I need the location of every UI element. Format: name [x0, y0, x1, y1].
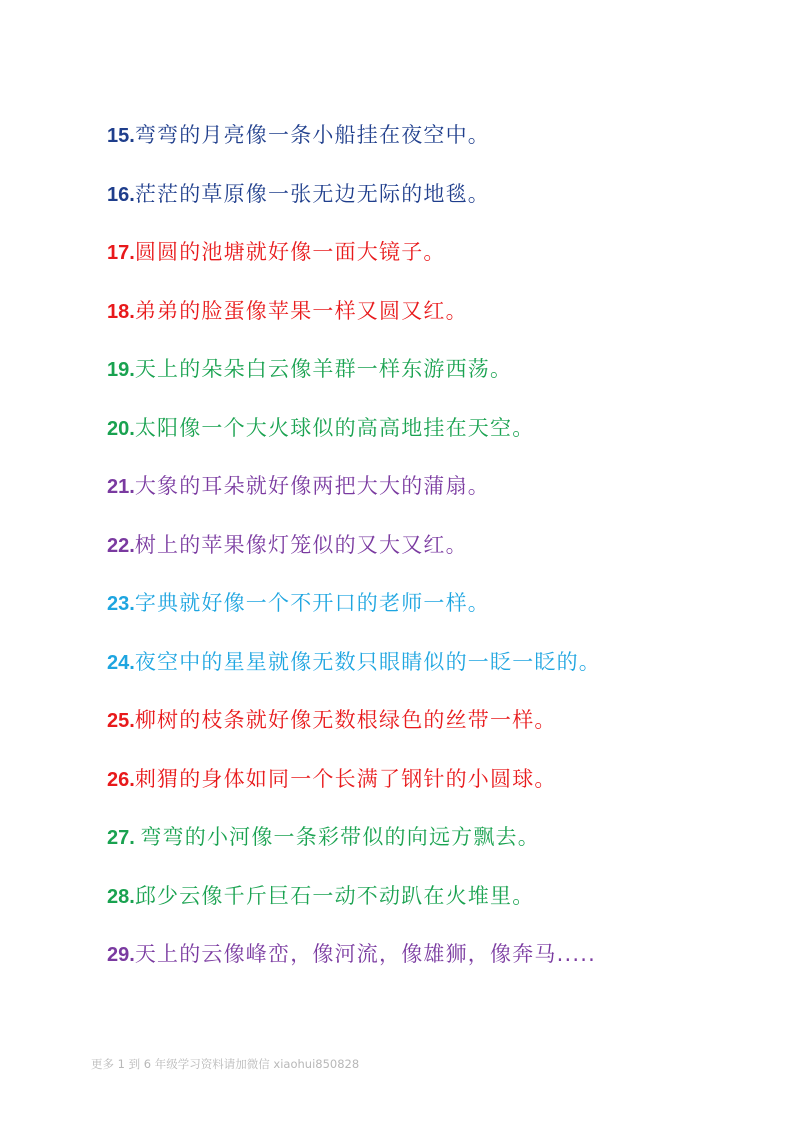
- sentence-text: 大象的耳朵就好像两把大大的蒲扇。: [134, 474, 491, 498]
- sentence-number: 23.: [107, 593, 135, 615]
- sentence-number: 22.: [107, 534, 135, 557]
- sentence-number: 21.: [107, 476, 135, 498]
- sentence-25: [107, 697, 767, 756]
- sentence-23: [107, 580, 767, 639]
- sentence-number: 19.: [107, 359, 135, 381]
- sentence-22: [107, 522, 767, 581]
- sentence-number: 27.: [107, 827, 141, 849]
- sentence-number: 25.: [107, 710, 135, 732]
- sentence-text: 字典就好像一个不开口的老师一样。: [134, 591, 491, 615]
- sentence-number: 26.: [107, 768, 135, 791]
- sentence-text: 夜空中的星星就像无数只眼睛似的一眨一眨的。: [134, 649, 602, 674]
- sentence-27: [107, 814, 767, 873]
- sentence-26: [107, 756, 767, 815]
- sentence-text: 太阳像一个大火球似的高高地挂在天空。: [134, 415, 535, 440]
- sentence-number: 28.: [107, 885, 135, 908]
- sentence-29: [107, 931, 767, 990]
- sentence-text: 邱少云像千斤巨石一动不动趴在火堆里。: [134, 883, 535, 908]
- sentence-list: [107, 112, 767, 990]
- sentence-24: [107, 639, 767, 698]
- sentence-21: [107, 463, 767, 522]
- sentence-17: [107, 229, 767, 288]
- sentence-15: [107, 112, 767, 171]
- sentence-number: 17.: [107, 242, 135, 264]
- sentence-number: 29.: [107, 944, 135, 966]
- sentence-text: 圆圆的池塘就好像一面大镜子。: [134, 240, 446, 264]
- sentence-text: 弯弯的小河像一条彩带似的向远方飘去。: [140, 825, 540, 849]
- sentence-text: 天上的朵朵白云像羊群一样东游西荡。: [134, 357, 513, 381]
- sentence-number: 18.: [107, 300, 135, 323]
- sentence-number: 24.: [107, 651, 135, 674]
- sentence-18: [107, 288, 767, 347]
- sentence-20: [107, 405, 767, 464]
- sentence-text: 柳树的枝条就好像无数根绿色的丝带一样。: [134, 708, 557, 732]
- sentence-text: 天上的云像峰峦，像河流，像雄狮，像奔马.....: [134, 942, 596, 966]
- sentence-text: 树上的苹果像灯笼似的又大又红。: [134, 532, 468, 557]
- sentence-text: 茫茫的草原像一张无边无际的地毯。: [134, 181, 491, 206]
- footer-note: 更多 1 到 6 年级学习资料请加微信 xiaohui850828: [91, 1057, 360, 1071]
- sentence-28: [107, 873, 767, 932]
- sentence-number: 20.: [107, 417, 135, 440]
- sentence-number: 15.: [107, 125, 135, 147]
- sentence-number: 16.: [107, 183, 135, 206]
- sentence-16: [107, 171, 767, 230]
- sentence-19: [107, 346, 767, 405]
- sentence-text: 弯弯的月亮像一条小船挂在夜空中。: [134, 123, 491, 147]
- sentence-text: 弟弟的脸蛋像苹果一样又圆又红。: [134, 298, 468, 323]
- sentence-text: 刺猬的身体如同一个长满了钢针的小圆球。: [134, 766, 557, 791]
